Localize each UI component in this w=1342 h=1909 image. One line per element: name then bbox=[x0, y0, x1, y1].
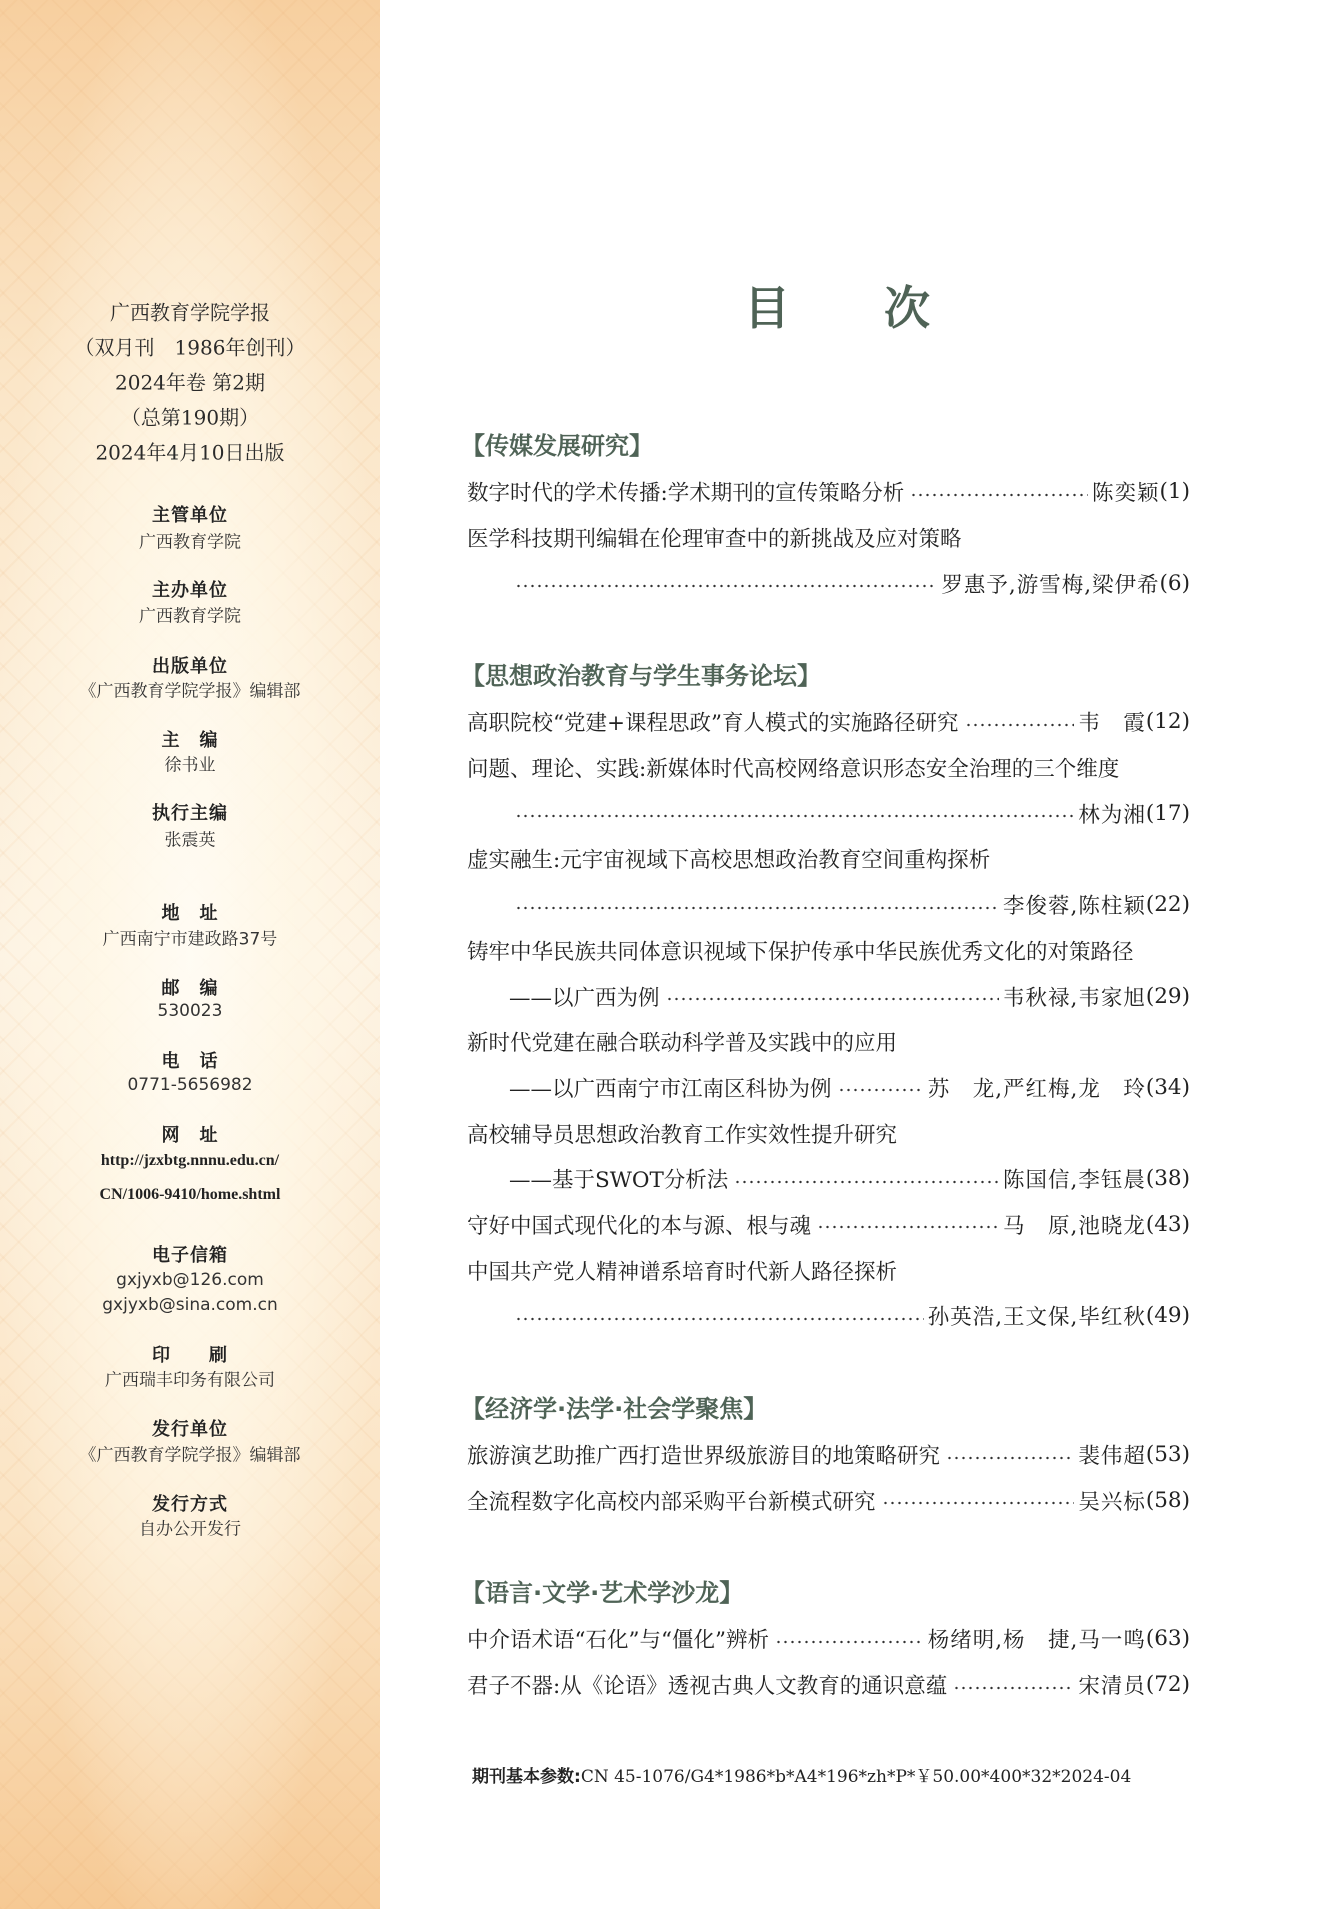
publication-line: 2024年4月10日出版 bbox=[95, 440, 285, 465]
info-value: 530023 bbox=[157, 1001, 223, 1021]
article-authors: 孙英浩,王文保,毕红秋 bbox=[927, 1305, 1146, 1331]
page-number[interactable]: (43) bbox=[1145, 1211, 1190, 1237]
sidebar-publication-info bbox=[0, 0, 380, 1909]
info-value: 广西瑞丰印务有限公司 bbox=[105, 1370, 275, 1391]
article-title[interactable]: 高校辅导员思想政治教育工作实效性提升研究 bbox=[467, 1122, 898, 1148]
info-value: gxjyxb@126.com bbox=[116, 1270, 264, 1290]
info-label: 网 址 bbox=[161, 1125, 219, 1146]
info-value: gxjyxb@sina.com.cn bbox=[102, 1295, 278, 1315]
website-link[interactable]: CN/1006-9410/home.shtml bbox=[99, 1186, 281, 1203]
info-label: 主 编 bbox=[161, 730, 219, 751]
info-value: 自办公开发行 bbox=[139, 1519, 241, 1540]
article-title[interactable]: 虚实融生:元宇宙视域下高校思想政治教育空间重构探析 bbox=[467, 848, 991, 874]
article-authors: 韦秋禄,韦家旭 bbox=[1003, 985, 1146, 1011]
publication-line: 2024年卷 第2期 bbox=[115, 370, 265, 395]
info-value: 广西教育学院 bbox=[139, 532, 241, 553]
leader-dots bbox=[817, 1225, 999, 1229]
article-authors: 陈奕颖 bbox=[1092, 481, 1160, 507]
article-authors: 裴伟超 bbox=[1078, 1444, 1146, 1470]
toc-section bbox=[461, 1386, 1190, 1523]
publication-line: 广西教育学院学报 bbox=[110, 300, 270, 325]
page-number[interactable]: (53) bbox=[1145, 1442, 1190, 1468]
leader-dots bbox=[838, 1088, 924, 1092]
publication-line: （双月刊 1986年创刊） bbox=[74, 335, 306, 360]
article-title[interactable]: 高职院校“党建+课程思政”育人模式的实施路径研究 bbox=[467, 711, 959, 737]
toc-entry-continuation[interactable] bbox=[467, 790, 1190, 836]
page-number[interactable]: (22) bbox=[1145, 892, 1190, 918]
section-heading: 【传媒发展研究】 bbox=[461, 432, 653, 460]
toc-entry[interactable] bbox=[467, 1110, 1190, 1156]
toc-entry[interactable] bbox=[467, 928, 1190, 974]
article-title[interactable]: 旅游演艺助推广西打造世界级旅游目的地策略研究 bbox=[467, 1444, 941, 1470]
info-label: 电子信箱 bbox=[152, 1245, 228, 1266]
leader-dots bbox=[910, 493, 1088, 497]
leader-dots bbox=[882, 1501, 1075, 1505]
toc-entry-continuation[interactable] bbox=[467, 1065, 1190, 1111]
info-label: 发行方式 bbox=[152, 1494, 228, 1515]
page-number[interactable]: (63) bbox=[1145, 1626, 1190, 1652]
leader-dots bbox=[965, 723, 1075, 727]
toc-section bbox=[461, 423, 1190, 606]
page-number[interactable]: (12) bbox=[1145, 709, 1190, 735]
website-link[interactable]: http://jzxbtg.nnnu.edu.cn/ bbox=[100, 1152, 280, 1169]
section-heading: 【语言·文学·艺术学沙龙】 bbox=[461, 1579, 744, 1608]
article-title[interactable]: 新时代党建在融合联动科学普及实践中的应用 bbox=[467, 1031, 898, 1057]
leader-dots bbox=[515, 1317, 924, 1321]
publication-line: （总第190期） bbox=[120, 405, 260, 430]
article-authors: 罗惠予,游雪梅,梁伊希 bbox=[941, 572, 1160, 598]
page-number[interactable]: (1) bbox=[1159, 479, 1190, 505]
article-subtitle: ——基于SWOT分析法 bbox=[509, 1168, 729, 1194]
leader-dots bbox=[515, 584, 937, 588]
article-authors: 吴兴标 bbox=[1078, 1489, 1146, 1515]
toc-entry[interactable] bbox=[467, 469, 1190, 515]
article-authors: 林为湘 bbox=[1078, 802, 1146, 828]
toc-section bbox=[461, 1570, 1190, 1707]
leader-dots bbox=[734, 1180, 999, 1184]
toc-entry[interactable] bbox=[467, 745, 1190, 791]
leader-dots bbox=[515, 906, 999, 910]
toc-entry[interactable] bbox=[467, 1616, 1190, 1662]
toc-entry[interactable] bbox=[467, 1477, 1190, 1523]
article-title[interactable]: 君子不器:从《论语》透视古典人文教育的通识意蕴 bbox=[467, 1674, 948, 1700]
page-number[interactable]: (58) bbox=[1145, 1487, 1190, 1513]
toc-entry-continuation[interactable] bbox=[467, 973, 1190, 1019]
info-value: 徐书业 bbox=[164, 755, 216, 776]
page-number[interactable]: (29) bbox=[1145, 983, 1190, 1009]
toc-entry[interactable] bbox=[467, 836, 1190, 882]
article-authors: 韦 霞 bbox=[1078, 711, 1146, 737]
leader-dots bbox=[946, 1456, 1074, 1460]
toc-entry[interactable] bbox=[467, 699, 1190, 745]
leader-dots bbox=[666, 997, 1000, 1001]
article-title[interactable]: 中介语术语“石化”与“僵化”辨析 bbox=[467, 1628, 769, 1654]
toc-entry[interactable] bbox=[467, 1662, 1190, 1708]
leader-dots bbox=[953, 1686, 1074, 1690]
info-label: 执行主编 bbox=[152, 803, 228, 824]
section-heading: 【经济学·法学·社会学聚焦】 bbox=[461, 1394, 768, 1423]
section-heading: 【思想政治教育与学生事务论坛】 bbox=[461, 662, 821, 691]
page-number[interactable]: (38) bbox=[1145, 1166, 1190, 1192]
article-authors: 李俊蓉,陈柱颖 bbox=[1003, 894, 1146, 920]
article-authors: 马 原,池晓龙 bbox=[1003, 1213, 1146, 1239]
article-authors: 宋清员 bbox=[1078, 1674, 1146, 1700]
info-value: 0771-5656982 bbox=[127, 1075, 253, 1095]
info-label: 电 话 bbox=[161, 1051, 219, 1072]
journal-parameters-value: CN 45-1076/G4*1986*b*A4*196*zh*P*￥50.00*400*32*2024-04 bbox=[580, 1767, 1132, 1787]
page-number[interactable]: (17) bbox=[1145, 800, 1190, 826]
journal-parameters-label: 期刊基本参数: bbox=[472, 1767, 581, 1787]
toc-entry-continuation[interactable] bbox=[467, 1293, 1190, 1339]
toc-entry[interactable] bbox=[467, 1019, 1190, 1065]
info-value: 广西南宁市建政路37号 bbox=[102, 929, 278, 950]
article-authors: 杨绪明,杨 捷,马一鸣 bbox=[927, 1628, 1146, 1654]
info-label: 发行单位 bbox=[152, 1419, 228, 1440]
info-value: 《广西教育学院学报》编辑部 bbox=[79, 681, 301, 702]
page-title-left: 目 bbox=[744, 281, 790, 335]
article-subtitle: ——以广西为例 bbox=[509, 985, 660, 1011]
article-title[interactable]: 铸牢中华民族共同体意识视域下保护传承中华民族优秀文化的对策路径 bbox=[467, 939, 1134, 965]
page-number[interactable]: (6) bbox=[1159, 570, 1190, 596]
leader-dots bbox=[515, 814, 1074, 818]
info-value: 广西教育学院 bbox=[139, 606, 241, 627]
toc-entry-continuation[interactable] bbox=[467, 882, 1190, 928]
leader-dots bbox=[775, 1640, 924, 1644]
page-number[interactable]: (49) bbox=[1145, 1303, 1190, 1329]
info-value: 《广西教育学院学报》编辑部 bbox=[79, 1445, 301, 1466]
journal-parameters bbox=[472, 1762, 1131, 1787]
article-title[interactable]: 问题、理论、实践:新媒体时代高校网络意识形态安全治理的三个维度 bbox=[467, 757, 1120, 783]
article-title[interactable]: 全流程数字化高校内部采购平台新模式研究 bbox=[467, 1489, 876, 1515]
article-authors: 苏 龙,严红梅,龙 玲 bbox=[927, 1076, 1146, 1102]
info-label: 印 刷 bbox=[152, 1345, 228, 1366]
toc-entry-continuation[interactable] bbox=[467, 1156, 1190, 1202]
toc-entry[interactable] bbox=[467, 515, 1190, 561]
article-subtitle: ——以广西南宁市江南区科协为例 bbox=[509, 1076, 832, 1102]
table-of-contents bbox=[461, 423, 1190, 1754]
toc-section bbox=[461, 653, 1190, 1339]
article-authors: 陈国信,李钰晨 bbox=[1003, 1168, 1146, 1194]
toc-entry[interactable] bbox=[467, 1432, 1190, 1478]
article-title[interactable]: 医学科技期刊编辑在伦理审查中的新挑战及应对策略 bbox=[467, 527, 962, 553]
info-label: 主管单位 bbox=[152, 505, 228, 526]
page-number[interactable]: (34) bbox=[1145, 1074, 1190, 1100]
toc-entry[interactable] bbox=[467, 1247, 1190, 1293]
page-title-right: 次 bbox=[884, 281, 930, 335]
info-label: 邮 编 bbox=[161, 978, 219, 999]
article-title[interactable]: 数字时代的学术传播:学术期刊的宣传策略分析 bbox=[467, 481, 905, 507]
article-title[interactable]: 守好中国式现代化的本与源、根与魂 bbox=[467, 1213, 812, 1239]
toc-entry[interactable] bbox=[467, 1202, 1190, 1248]
info-label: 地 址 bbox=[161, 903, 219, 924]
info-value: 张震英 bbox=[164, 830, 216, 851]
toc-entry-continuation[interactable] bbox=[467, 560, 1190, 606]
info-label: 出版单位 bbox=[152, 656, 228, 677]
info-label: 主办单位 bbox=[152, 580, 228, 601]
page-number[interactable]: (72) bbox=[1145, 1672, 1190, 1698]
article-title[interactable]: 中国共产党人精神谱系培育时代新人路径探析 bbox=[467, 1259, 898, 1285]
